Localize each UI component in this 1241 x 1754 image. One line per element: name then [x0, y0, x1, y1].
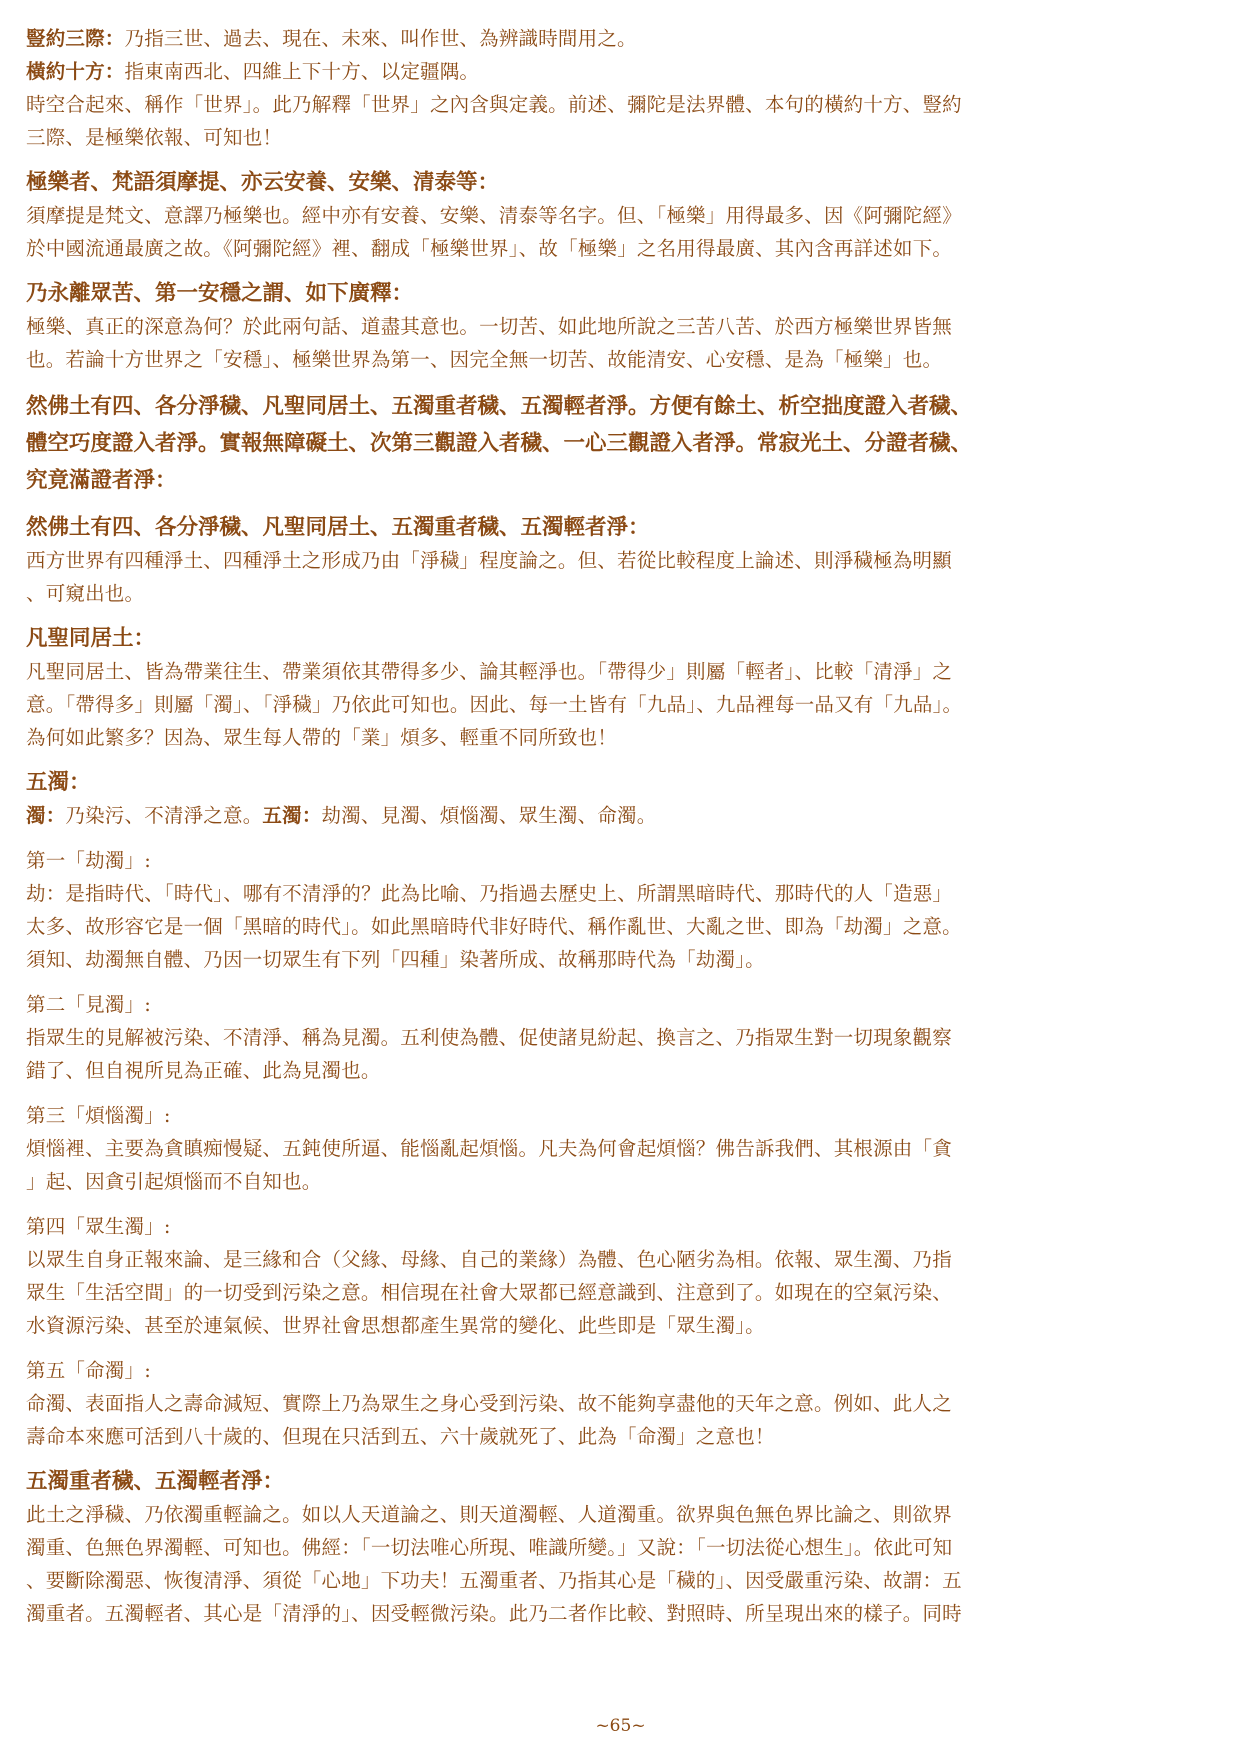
section-heading: 極樂者、梵語須摩提、亦云安養、安樂、清泰等：	[26, 170, 500, 195]
section-heading: 五濁重者穢、五濁輕者淨：	[26, 1469, 285, 1494]
paragraph-line: 此土之淨穢、乃依濁重輕論之。如以人天道論之、則天道濁輕、人道濁重。欲界與色無色界比論之、則欲界	[26, 1503, 952, 1526]
paragraph-line: 於中國流通最廣之故。《阿彌陀經》裡、翻成「極樂世界」、故「極樂」之名用得最廣、其內含再詳述如下。	[26, 237, 953, 260]
term-text: 乃指三世、過去、現在、未來、叫作世、為辨識時間用之。	[124, 27, 637, 50]
paragraph-line: 意。「帶得多」則屬「濁」、「淨穢」乃依此可知也。因此、每一土皆有「九品」、九品裡每一品又有「九品」。	[26, 693, 963, 716]
section-heading: 然佛土有四、各分淨穢、凡聖同居土、五濁重者穢、五濁輕者淨。方便有餘土、析空拙度證入者穢、	[26, 394, 973, 419]
paragraph-line: 西方世界有四種淨土、四種淨土之形成乃由「淨穢」程度論之。但、若從比較程度上論述、則淨穢極為明顯	[26, 549, 952, 572]
section-heading: 乃永離眾苦、第一安穩之謂、如下廣釋：	[26, 281, 414, 306]
term-label: 豎約三際：	[26, 27, 125, 50]
paragraph-line: 極樂、真正的深意為何？於此兩句話、道盡其意也。一切苦、如此地所說之三苦八苦、於西方極樂世界皆無	[26, 315, 952, 338]
paragraph-line	[26, 22, 1218, 55]
paragraph-line: 為何如此繁多？因為、眾生每人帶的「業」煩多、輕重不同所致也！	[26, 726, 618, 749]
paragraph-line: 太多、故形容它是一個「黑暗的時代」。如此黑暗時代非好時代、稱作亂世、大亂之世、即為「劫濁」之意。	[26, 915, 962, 938]
paragraph-line	[26, 799, 1218, 832]
paragraph-line: 煩惱裡、主要為貪瞋痴慢疑、五鈍使所逼、能惱亂起煩惱。凡夫為何會起煩惱？佛告訴我們、其根源由「貪	[26, 1137, 952, 1160]
term-label: 橫約十方：	[26, 60, 125, 83]
paragraph-line: 眾生「生活空間」的一切受到污染之意。相信現在社會大眾都已經意識到、注意到了。如現在的空氣污染、	[26, 1281, 952, 1304]
section-heading: 究竟滿證者淨：	[26, 468, 177, 493]
paragraph-line: 、要斷除濁惡、恢復清淨、須從「心地」下功夫！五濁重者、乃指其心是「穢的」、因受嚴重污染、故謂：五	[26, 1569, 962, 1592]
subsection-heading: 第三「煩惱濁」:	[26, 1104, 171, 1127]
paragraph-line: 」起、因貪引起煩惱而不自知也。	[26, 1170, 322, 1193]
term-label: 濁：	[26, 804, 66, 827]
paragraph-line: 水資源污染、甚至於連氣候、世界社會思想都產生異常的變化、此些即是「眾生濁」。	[26, 1314, 765, 1337]
term-text: 乃染污、不清淨之意。	[65, 804, 263, 827]
document-body	[26, 22, 1218, 1630]
subsection-heading: 第二「見濁」:	[26, 993, 151, 1016]
paragraph-line: 須知、劫濁無自體、乃因一切眾生有下列「四種」染著所成、故稱那時代為「劫濁」。	[26, 948, 765, 971]
subsection-heading: 第四「眾生濁」:	[26, 1215, 171, 1238]
paragraph-line: 濁重者。五濁輕者、其心是「清淨的」、因受輕微污染。此乃二者作比較、對照時、所呈現出來的樣子。同時	[26, 1602, 962, 1625]
paragraph-line: 、可窺出也。	[26, 582, 145, 605]
section-heading: 凡聖同居土：	[26, 626, 156, 651]
paragraph-line: 指眾生的見解被污染、不清淨、稱為見濁。五利使為體、促使諸見紛起、換言之、乃指眾生對一切現象觀察	[26, 1026, 952, 1049]
term-text: 指東南西北、四維上下十方、以定疆隅。	[124, 60, 480, 83]
term-label: 五濁：	[262, 804, 322, 827]
page-number: ~65~	[595, 1716, 646, 1736]
paragraph-line: 壽命本來應可活到八十歲的、但現在只活到五、六十歲就死了、此為「命濁」之意也！	[26, 1425, 775, 1448]
subsection-heading: 第一「劫濁」:	[26, 849, 151, 872]
paragraph-line: 以眾生自身正報來論、是三緣和合（父緣、母緣、自己的業緣）為體、色心陋劣為相。依報、眾生濁、乃指	[26, 1248, 952, 1271]
paragraph-line	[26, 55, 1218, 88]
section-heading: 然佛土有四、各分淨穢、凡聖同居土、五濁重者穢、五濁輕者淨：	[26, 515, 650, 540]
paragraph-line: 時空合起來、稱作「世界」。此乃解釋「世界」之內含與定義。前述、彌陀是法界體、本句的橫約十方、豎約	[26, 93, 962, 116]
paragraph-line: 三際、是極樂依報、可知也！	[26, 126, 283, 149]
paragraph-line: 凡聖同居土、皆為帶業往生、帶業須依其帶得多少、論其輕淨也。「帶得少」則屬「輕者」、比較「清淨」之	[26, 660, 953, 683]
subsection-heading: 第五「命濁」:	[26, 1359, 151, 1382]
paragraph-line: 濁重、色無色界濁輕、可知也。佛經：「一切法唯心所現、唯識所變。」又說：「一切法從心想生」。依此可知	[26, 1536, 953, 1559]
section-heading: 五濁：	[26, 770, 91, 795]
paragraph-line: 須摩提是梵文、意譯乃極樂也。經中亦有安養、安樂、清泰等名字。但、「極樂」用得最多、因《阿彌陀經》	[26, 204, 962, 227]
term-text: 劫濁、見濁、煩惱濁、眾生濁、命濁。	[321, 804, 657, 827]
paragraph-line: 命濁、表面指人之壽命減短、實際上乃為眾生之身心受到污染、故不能夠享盡他的天年之意。例如、此人之	[26, 1392, 952, 1415]
paragraph-line: 錯了、但自視所見為正確、此為見濁也。	[26, 1059, 381, 1082]
paragraph-line: 也。若論十方世界之「安穩」、極樂世界為第一、因完全無一切苦、故能清安、心安穩、是為「極樂」也。	[26, 348, 943, 371]
section-heading: 體空巧度證入者淨。實報無障礙土、次第三觀證入者穢、一心三觀證入者淨。常寂光土、分證者穢、	[26, 431, 973, 456]
paragraph-line: 劫：是指時代、「時代」、哪有不清淨的？此為比喻、乃指過去歷史上、所謂黑暗時代、那時代的人「造惡」	[26, 882, 953, 905]
